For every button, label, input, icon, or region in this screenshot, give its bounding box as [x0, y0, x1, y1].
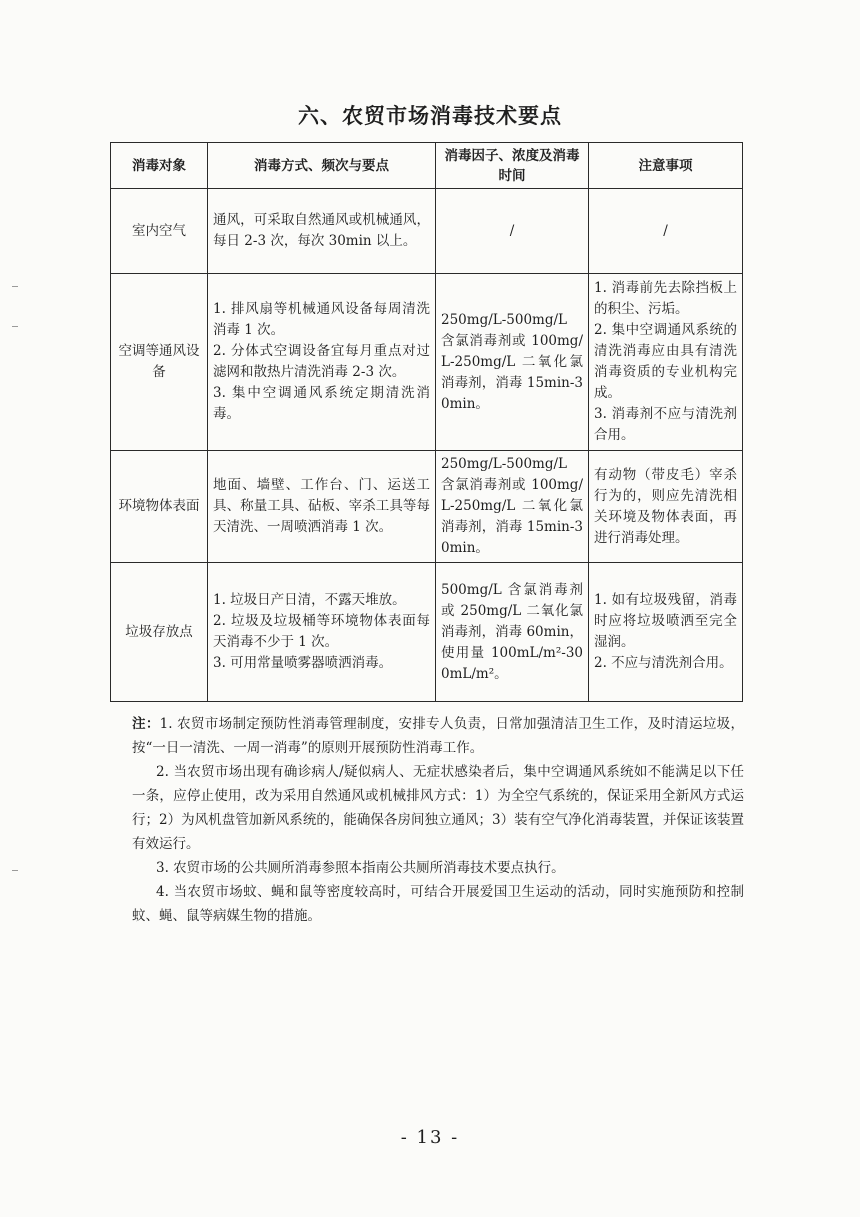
page-number: - 13 - — [400, 1127, 460, 1148]
row-agent: 250mg/L-500mg/L 含氯消毒剂或 100mg/L-250mg/L 二氧化氯消毒剂，消毒 15min-30min。 — [436, 451, 589, 563]
margin-mark — [12, 326, 18, 327]
header-notes: 注意事项 — [589, 143, 743, 189]
table-row — [111, 189, 743, 274]
table-header-row — [111, 143, 743, 189]
row-method: 地面、墙壁、工作台、门、运送工具、称量工具、砧板、宰杀工具等每天清洗、一周喷洒消毒 1 次。 — [208, 451, 436, 563]
row-agent: 500mg/L 含氯消毒剂或 250mg/L 二氧化氯消毒剂，消毒 60min，使用量 100mL/m²-300mL/m²。 — [436, 563, 589, 702]
row-agent: 250mg/L-500mg/L 含氯消毒剂或 100mg/L-250mg/L 二氧化氯消毒剂，消毒 15min-30min。 — [436, 274, 589, 451]
margin-mark — [12, 286, 18, 287]
row-notes: 有动物（带皮毛）宰杀行为的，则应先清洗相关环境及物体表面，再进行消毒处理。 — [589, 451, 743, 563]
row-method: 1. 垃圾日产日清，不露天堆放。 2. 垃圾及垃圾桶等环境物体表面每天消毒不少于 1 次。 3. 可用常量喷雾器喷洒消毒。 — [208, 563, 436, 702]
row-object: 空调等通风设备 — [111, 274, 208, 451]
page-title: 六、农贸市场消毒技术要点 — [298, 104, 562, 128]
row-agent: / — [436, 189, 589, 274]
row-notes: / — [589, 189, 743, 274]
row-notes: 1. 如有垃圾残留，消毒时应将垃圾喷洒至完全湿润。 2. 不应与清洗剂合用。 — [589, 563, 743, 702]
row-object: 垃圾存放点 — [111, 563, 208, 702]
row-method: 通风，可采取自然通风或机械通风，每日 2-3 次，每次 30min 以上。 — [208, 189, 436, 274]
disinfection-table — [110, 142, 743, 702]
note-text: 1. 农贸市场制定预防性消毒管理制度，安排专人负责，日常加强清洁卫生工作，及时清运垃圾，按“一日一清洗、一周一消毒”的原则开展预防性消毒工作。 — [132, 716, 745, 756]
header-object: 消毒对象 — [111, 143, 208, 189]
note-4: 4. 当农贸市场蚊、蝇和鼠等密度较高时，可结合开展爱国卫生运动的活动，同时实施预防和控制蚊、蝇、鼠等病媒生物的措施。 — [132, 884, 744, 924]
notes-section — [132, 712, 744, 928]
note-3: 3. 农贸市场的公共厕所消毒参照本指南公共厕所消毒技术要点执行。 — [156, 860, 565, 876]
margin-mark — [12, 870, 18, 871]
table-row — [111, 563, 743, 702]
note-1 — [132, 712, 744, 760]
header-method: 消毒方式、频次与要点 — [208, 143, 436, 189]
table-row — [111, 274, 743, 451]
row-notes: 1. 消毒前先去除挡板上的积尘、污垢。 2. 集中空调通风系统的清洗消毒应由具有清洗消毒资质的专业机构完成。 3. 消毒剂不应与清洗剂合用。 — [589, 274, 743, 451]
row-method: 1. 排风扇等机械通风设备每周清洗消毒 1 次。 2. 分体式空调设备宜每月重点对过滤网和散热片清洗消毒 2-3 次。 3. 集中空调通风系统定期清洗消毒。 — [208, 274, 436, 451]
note-2: 2. 当农贸市场出现有确诊病人/疑似病人、无症状感染者后，集中空调通风系统如不能满足以下任一条，应停止使用，改为采用自然通风或机械排风方式：1）为全空气系统的，保证采用全新风方式运行；2）为风机盘管加新风系统的，能确保各房间独立通风；3）装有空气净化消毒装置，并保证该装置有效运行。 — [132, 764, 744, 852]
row-object: 室内空气 — [111, 189, 208, 274]
note-label: 注： — [132, 716, 160, 732]
row-object: 环境物体表面 — [111, 451, 208, 563]
table-row — [111, 451, 743, 563]
header-agent: 消毒因子、浓度及消毒时间 — [436, 143, 589, 189]
